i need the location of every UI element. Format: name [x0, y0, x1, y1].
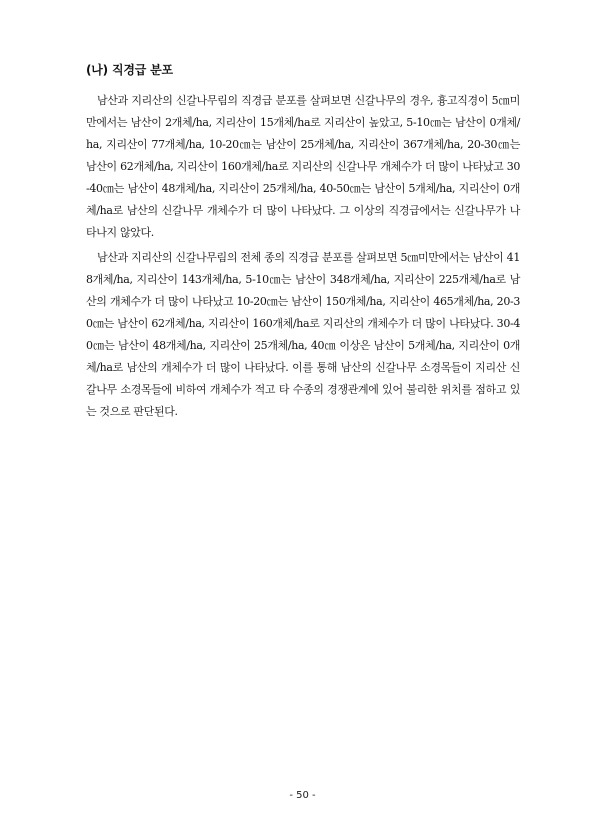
- page-number: - 50 -: [289, 790, 316, 801]
- paragraph-oak-diameter-distribution: 남산과 지리산의 신갈나무림의 직경급 분포를 살펴보면 신갈나무의 경우, 흉고직경이 5㎝미만에서는 남산이 2개체/ha, 지리산이 15개체/ha로 지리산이 높았고, 5-10㎝는 남산이 0개체/ha, 지리산이 77개체/ha, 10-20㎝는 남산이 25개체/ha, 지리산이 367개체/ha, 20-30㎝는 남산이 62개체/ha, 지리산이 160개체/ha로 지리산의 신갈나무 개체수가 더 많이 나타났고 30-40㎝는 남산이 48개체/ha, 지리산이 25개체/ha, 40-50㎝는 남산이 5개체/ha, 지리산이 0개체/ha로 남산의 신갈나무 개체수가 더 많이 나타났다. 그 이상의 직경급에서는 신갈나무가 나타나지 않았다.: [86, 94, 520, 239]
- paragraph-all-species-diameter-distribution: 남산과 지리산의 신갈나무림의 전체 종의 직경급 분포를 살펴보면 5㎝미만에서는 남산이 418개체/ha, 지리산이 143개체/ha, 5-10㎝는 남산이 348개체/ha, 지리산이 225개체/ha로 남산의 개체수가 더 많이 나타났고 10-20㎝는 남산이 150개체/ha, 지리산이 465개체/ha, 20-30㎝는 남산이 62개체/ha, 지리산이 160개체/ha로 지리산의 개체수가 더 많이 나타났다. 30-40㎝는 남산이 48개체/ha, 지리산이 25개체/ha, 40㎝ 이상은 남산이 5개체/ha, 지리산이 0개체/ha로 남산의 개체수가 더 많이 나타났다. 이를 통해 남산의 신갈나무 소경목들이 지리산 신갈나무 소경목들에 비하여 개체수가 적고 타 수종의 경쟁관계에 있어 불리한 위치를 점하고 있는 것으로 판단된다.: [86, 251, 520, 418]
- section-heading: (나) 직경급 분포: [86, 63, 173, 77]
- page-content: [86, 62, 520, 426]
